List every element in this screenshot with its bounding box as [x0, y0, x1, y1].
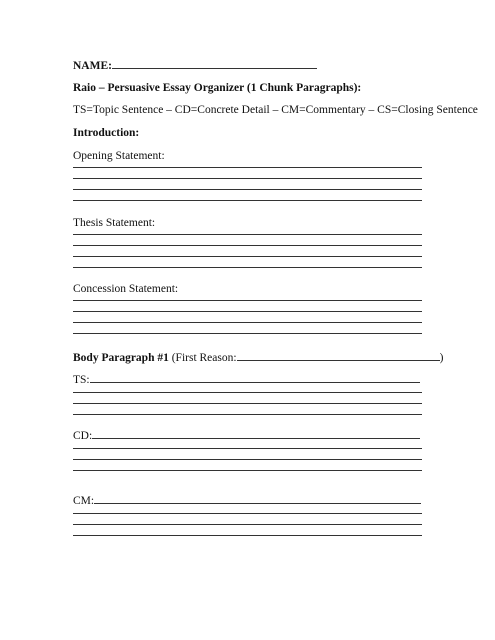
opening-line-4[interactable]	[73, 200, 422, 201]
cm-line-4[interactable]	[73, 535, 422, 536]
concession-line-1[interactable]	[73, 300, 422, 301]
cd-line-4[interactable]	[73, 470, 422, 471]
abbreviation-legend: TS=Topic Sentence – CD=Concrete Detail – CM=Commentary – CS=Closing Sentence	[73, 104, 478, 116]
cm-line-3[interactable]	[73, 524, 422, 525]
ts-line-3[interactable]	[73, 403, 422, 404]
cm-field[interactable]	[94, 493, 421, 504]
cm-label: CM:	[73, 493, 421, 508]
opening-line-2[interactable]	[73, 178, 422, 179]
first-reason-field[interactable]	[237, 350, 440, 361]
opening-line-1[interactable]	[73, 167, 422, 168]
ts-line-2[interactable]	[73, 392, 422, 393]
cd-label: CD:	[73, 428, 420, 443]
concession-statement-label: Concession Statement:	[73, 283, 179, 295]
thesis-line-2[interactable]	[73, 245, 422, 246]
name-label: NAME:	[73, 58, 317, 73]
concession-line-2[interactable]	[73, 311, 422, 312]
opening-line-3[interactable]	[73, 189, 422, 190]
concession-line-4[interactable]	[73, 333, 422, 334]
worksheet-title: Raio – Persuasive Essay Organizer (1 Chunk Paragraphs):	[73, 82, 362, 94]
cd-line-2[interactable]	[73, 448, 422, 449]
thesis-statement-label: Thesis Statement:	[73, 217, 156, 229]
opening-statement-label: Opening Statement:	[73, 150, 165, 162]
introduction-heading: Introduction:	[73, 127, 140, 139]
cd-field[interactable]	[92, 428, 420, 439]
cd-line-3[interactable]	[73, 459, 422, 460]
ts-line-4[interactable]	[73, 414, 422, 415]
thesis-line-1[interactable]	[73, 234, 422, 235]
thesis-line-4[interactable]	[73, 267, 422, 268]
ts-field[interactable]	[90, 372, 420, 383]
cm-line-2[interactable]	[73, 513, 422, 514]
concession-line-3[interactable]	[73, 322, 422, 323]
thesis-line-3[interactable]	[73, 256, 422, 257]
body-paragraph-1-heading: Body Paragraph #1 (First Reason: )	[73, 352, 444, 364]
name-field[interactable]	[112, 58, 317, 69]
ts-label: TS:	[73, 372, 420, 387]
